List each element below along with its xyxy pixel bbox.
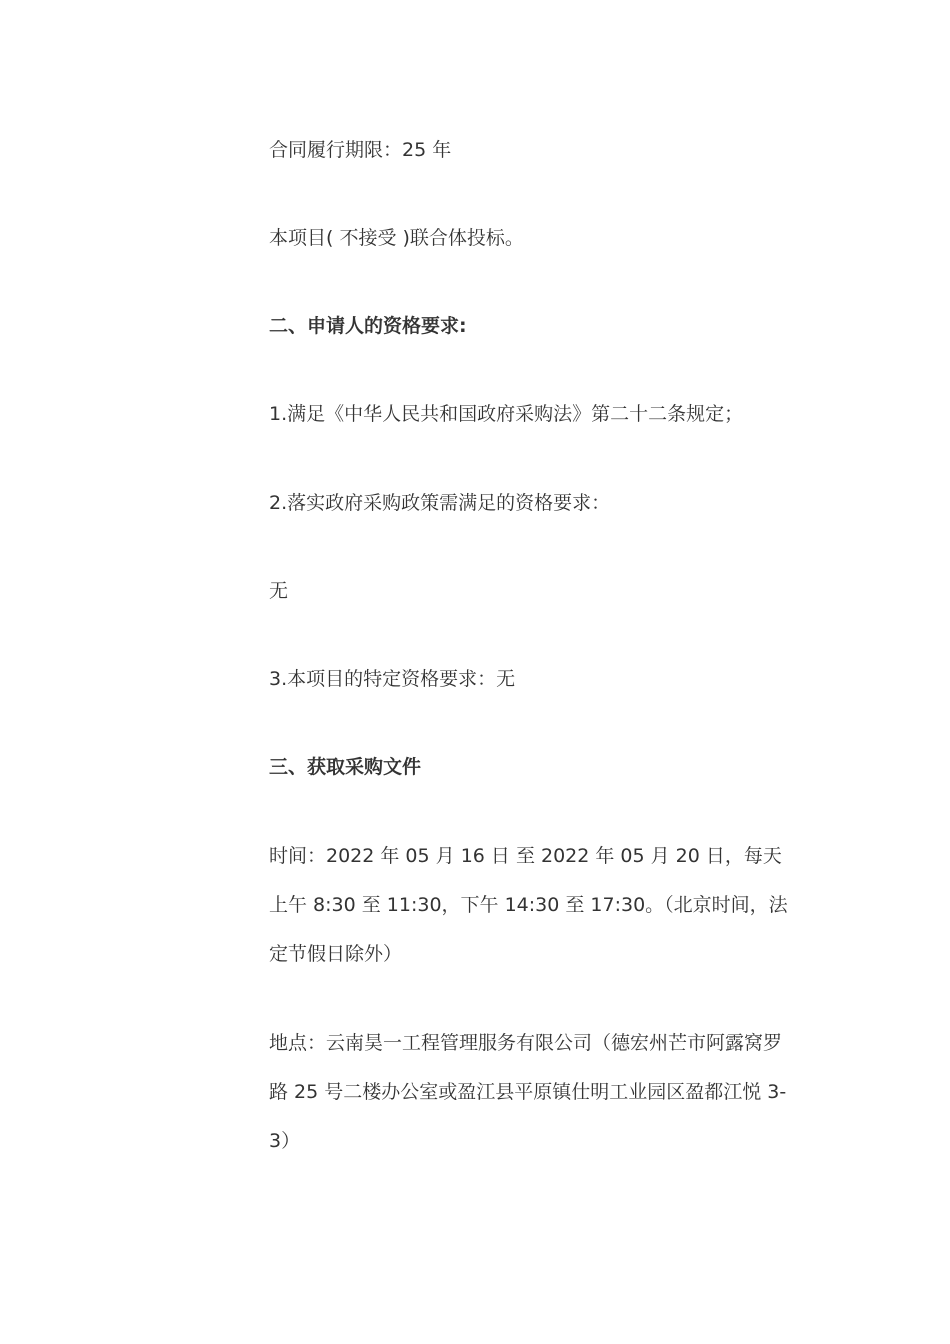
contract-term-text: 合同履行期限：25 年 (269, 139, 452, 161)
consortium-text: 本项目( 不接受 )联合体投标。 (269, 227, 524, 249)
section-3-heading: 三、获取采购文件 (269, 756, 422, 778)
location-text: 地点：云南昊一工程管理服务有限公司（德宏州芒市阿露窝罗路 25 号二楼办公室或盈江县平原镇仕明工业园区盈都江悦 3-3） (269, 1032, 787, 1152)
time-text: 时间：2022 年 05 月 16 日 至 2022 年 05 月 20 日，每天上午 8:30 至 11:30，下午 14:30 至 17:30。（北京时间，法定节假日除外） (269, 845, 788, 965)
section-2-heading: 二、申请人的资格要求: (269, 315, 467, 337)
requirement-2-text: 2.落实政府采购政策需满足的资格要求： (269, 492, 611, 514)
requirement-1-text: 1.满足《中华人民共和国政府采购法》第二十二条规定； (269, 403, 744, 425)
requirement-3-text: 3.本项目的特定资格要求：无 (269, 668, 516, 690)
requirement-2-value: 无 (269, 580, 289, 602)
